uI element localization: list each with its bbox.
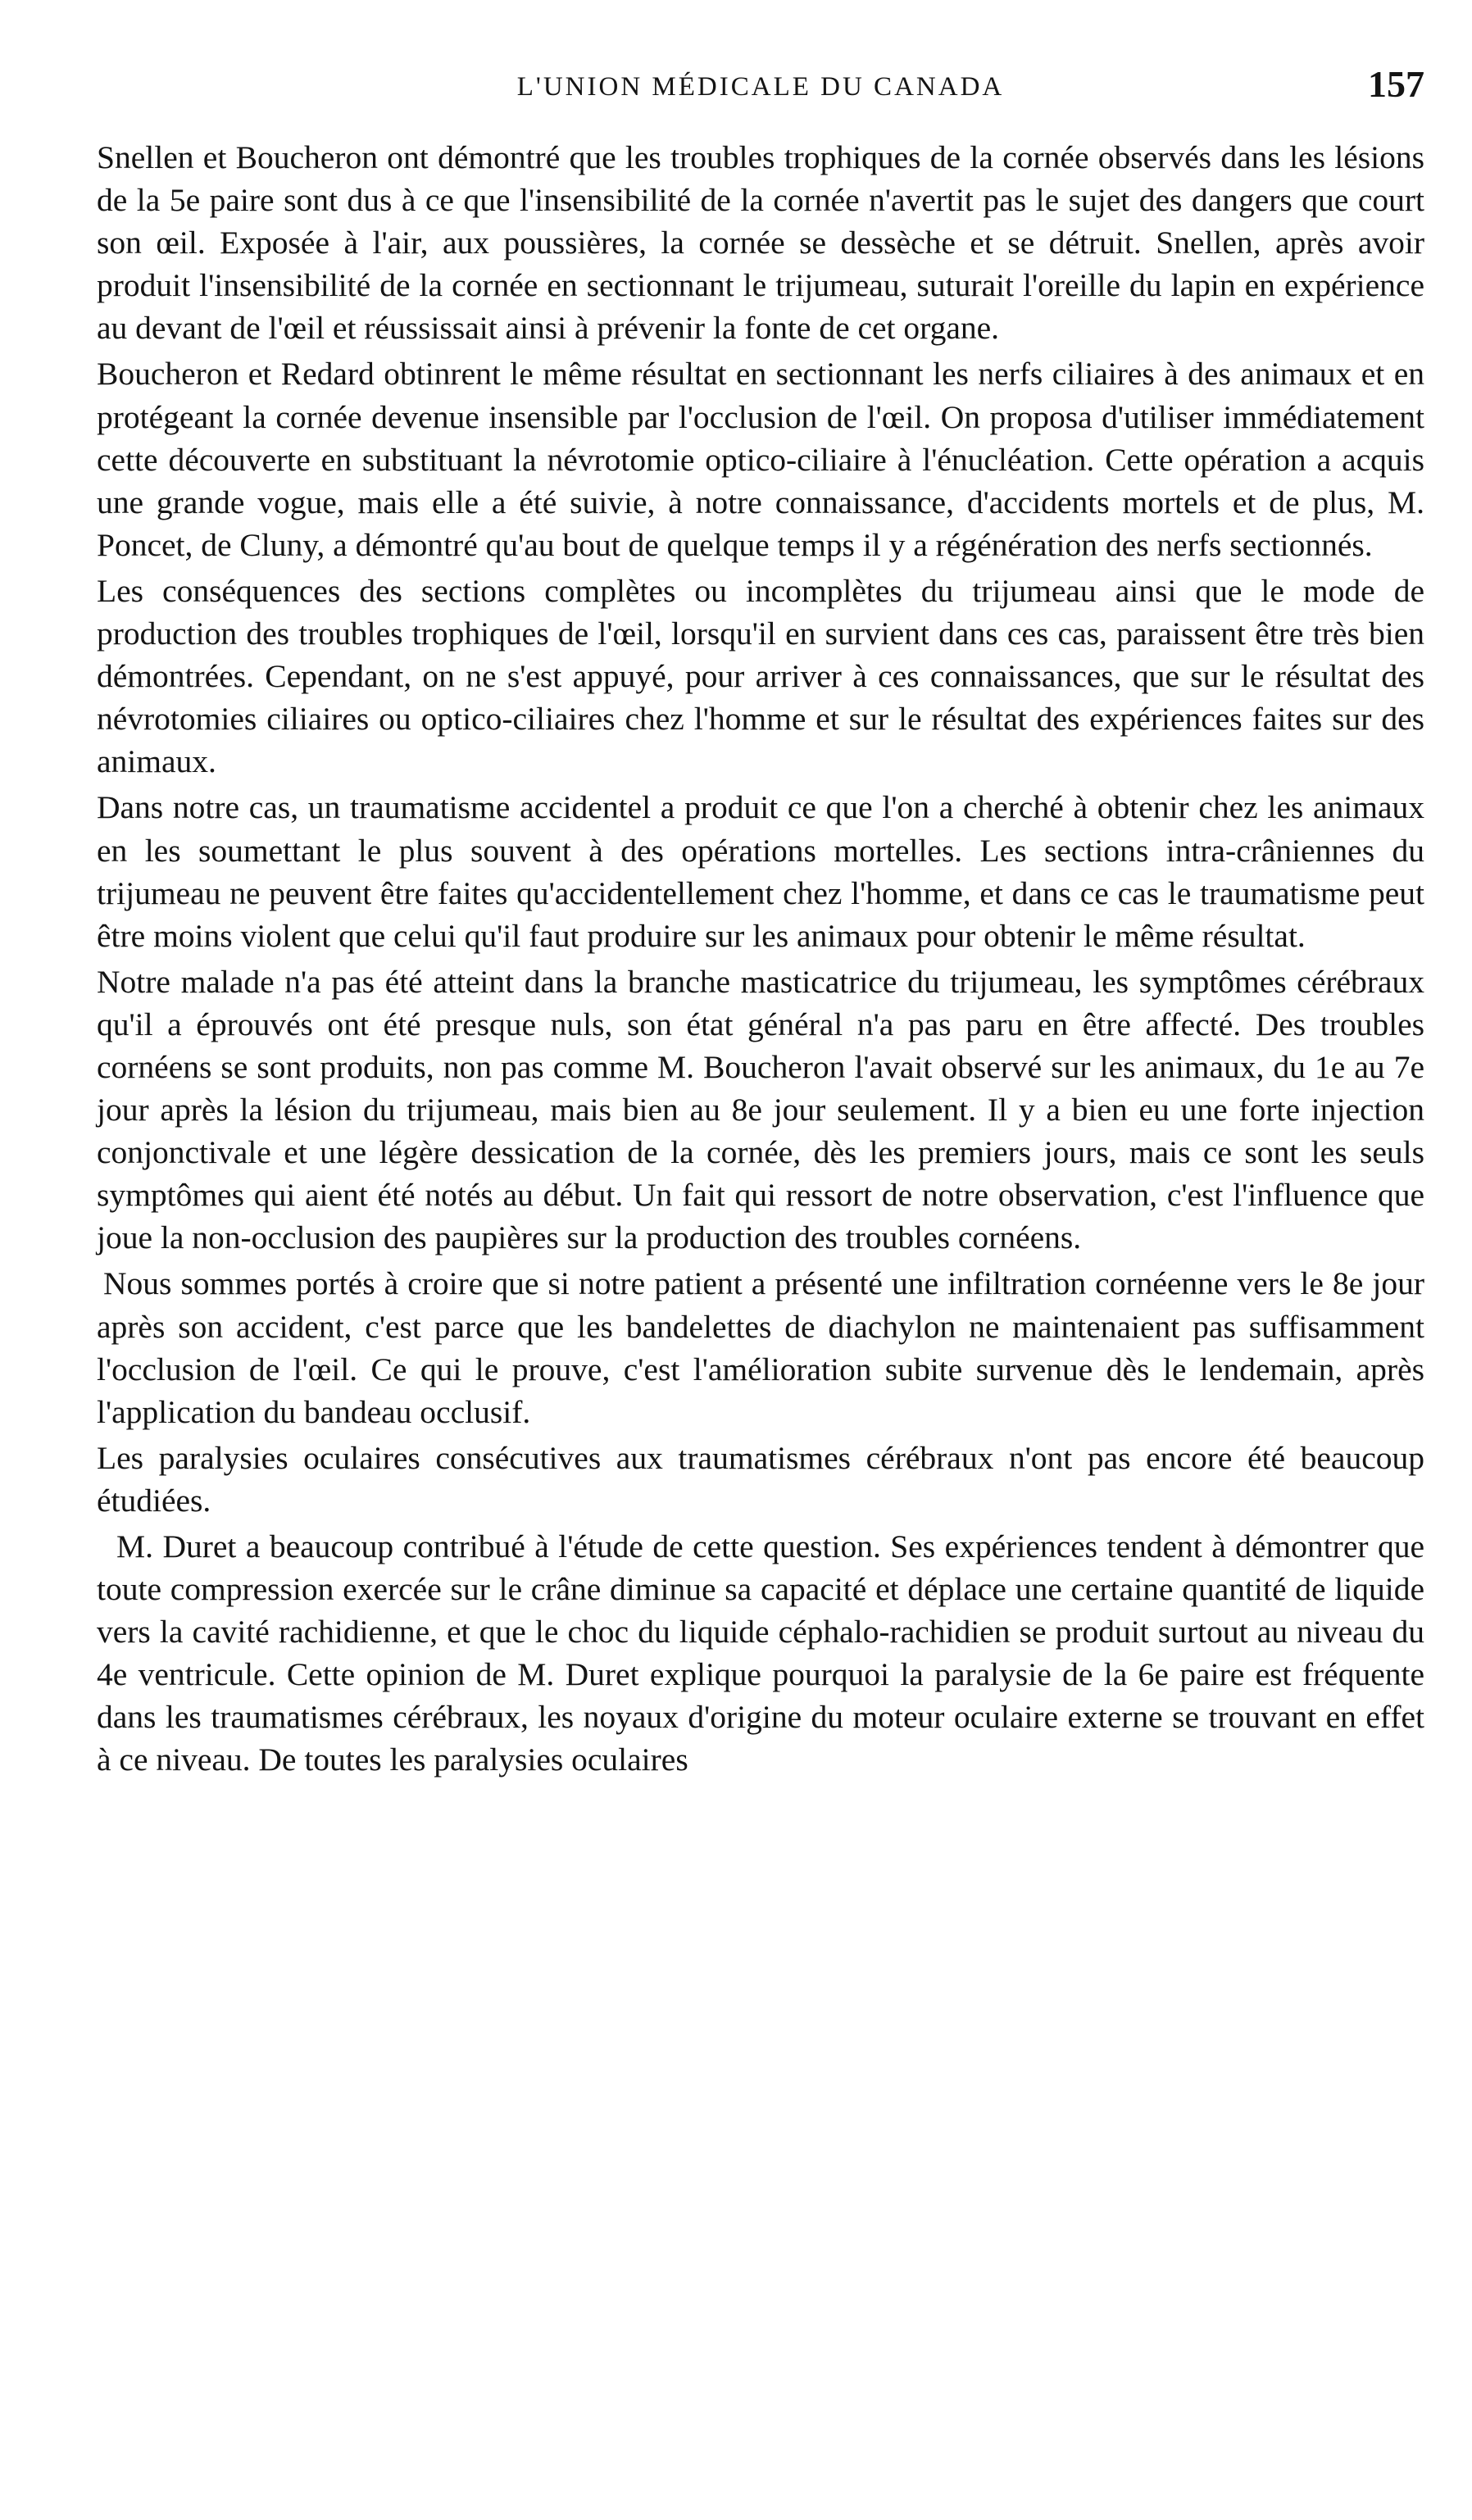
running-header [97, 57, 1424, 136]
page-number: 157 [1368, 63, 1424, 105]
paragraph-snellen: Snellen et Boucheron ont démontré que les troubles trophiques de la cornée observés dans les lésions de la 5e paire sont dus à ce que l'insensibilité de la cornée n'avertit pas le sujet des dangers que court son œil. Exposée à l'air, aux poussières, la cornée se dessèche et se détruit. Snellen, après avoir produit l'insensibilité de la cornée en sectionnant le trijumeau, suturait l'oreille du lapin en expérience au devant de l'œil et réussissait ainsi à prévenir la fonte de cet organe. [97, 139, 1424, 347]
paragraph-paralysies: Les paralysies oculaires consécutives aux traumatismes cérébraux n'ont pas encore été beaucoup étudiées. [97, 1439, 1424, 1519]
running-title: L'UNION MÉDICALE DU CANADA [516, 72, 1005, 102]
body-text [97, 136, 1424, 1782]
paragraph-nous-sommes: Nous sommes portés à croire que si notre patient a présenté une infiltration cornéenne vers le 8e jour après son accident, c'est parce que les bandelettes de diachylon ne maintenaient pas suffisamment l'occlusion de l'œil. Ce qui le prouve, c'est l'amélioration subite survenue dès le lendemain, après l'application du bandeau occlusif. [97, 1265, 1424, 1430]
document-page [97, 57, 1424, 1785]
paragraph-notre-cas: Dans notre cas, un traumatisme accidentel a produit ce que l'on a cherché à obtenir chez les animaux en les soumettant le plus souvent à des opérations mortelles. Les sections intra-crâniennes du trijumeau ne peuvent être faites qu'accidentellement chez l'homme, et dans ce cas le traumatisme peut être moins violent que celui qu'il faut produire sur les animaux pour obtenir le même résultat. [97, 789, 1424, 954]
paragraph-boucheron-redard: Boucheron et Redard obtinrent le même résultat en sectionnant les nerfs ciliaires à des animaux et en protégeant la cornée devenue insensible par l'occlusion de l'œil. On proposa d'utiliser immédiatement cette découverte en substituant la névrotomie optico-ciliaire à l'énucléation. Cette opération a acquis une grande vogue, mais elle a été suivie, à notre connaissance, d'accidents mortels et de plus, M. Poncet, de Cluny, a démontré qu'au bout de quelque temps il y a régénération des nerfs sectionnés. [97, 356, 1424, 563]
paragraph-duret: M. Duret a beaucoup contribué à l'étude de cette question. Ses expériences tendent à démontrer que toute compression exercée sur le crâne diminue sa capacité et déplace une certaine quantité de liquide vers la cavité rachidienne, et que le choc du liquide céphalo-rachidien se produit surtout au niveau du 4e ventricule. Cette opinion de M. Duret explique pourquoi la paralysie de la 6e paire est fréquente dans les traumatismes cérébraux, les noyaux d'origine du moteur oculaire externe se trouvant en effet à ce niveau. De toutes les paralysies oculaires [97, 1528, 1424, 1778]
paragraph-consequences: Les conséquences des sections complètes ou incomplètes du trijumeau ainsi que le mode de production des troubles trophiques de l'œil, lorsqu'il en survient dans ces cas, paraissent être très bien démontrées. Cependant, on ne s'est appuyé, pour arriver à ces connaissances, que sur le résultat des névrotomies ciliaires ou optico-ciliaires chez l'homme et sur le résultat des expériences faites sur des animaux. [97, 572, 1424, 780]
paragraph-notre-malade: Notre malade n'a pas été atteint dans la branche masticatrice du trijumeau, les symptômes cérébraux qu'il a éprouvés ont été presque nuls, son état général n'a pas paru en être affecté. Des troubles cornéens se sont produits, non pas comme M. Boucheron l'avait observé sur les animaux, du 1e au 7e jour après la lésion du trijumeau, mais bien au 8e jour seulement. Il y a bien eu une forte injection conjonctivale et une légère dessication de la cornée, dès les premiers jours, mais ce sont les seuls symptômes qui aient été notés au début. Un fait qui ressort de notre observation, c'est l'influence que joue la non-occlusion des paupières sur la production des troubles cornéens. [97, 963, 1424, 1256]
